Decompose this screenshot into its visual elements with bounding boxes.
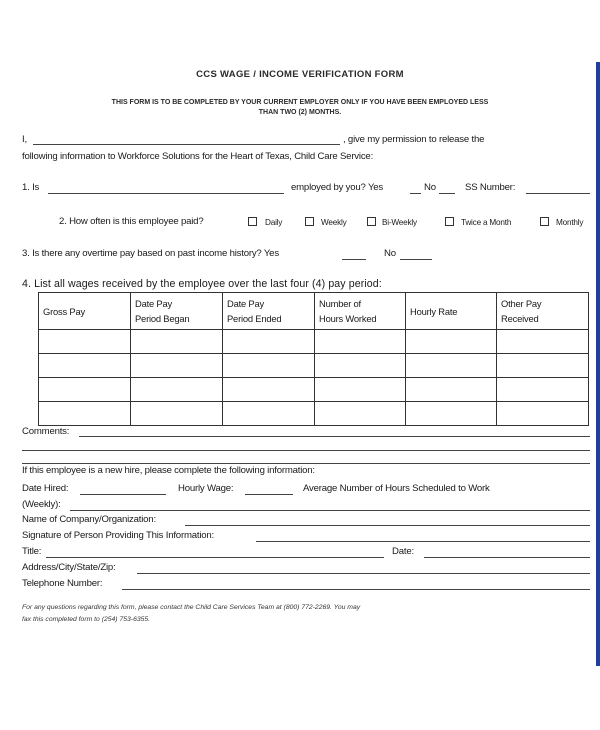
table-cell[interactable]: [39, 354, 131, 378]
permission-prefix: I,: [22, 134, 27, 145]
signature-label: Signature of Person Providing This Information:: [22, 530, 214, 541]
weekly-label: Weekly: [321, 218, 347, 227]
q1-no-label: No: [424, 182, 436, 193]
table-cell[interactable]: [223, 330, 315, 354]
employee-name-field[interactable]: [33, 144, 340, 145]
table-cell[interactable]: [315, 354, 406, 378]
instruction-line-1: THIS FORM IS TO BE COMPLETED BY YOUR CURRENT EMPLOYER ONLY IF YOU HAVE BEEN EMPLOYED LESS: [111, 99, 489, 106]
table-cell[interactable]: [223, 402, 315, 426]
table-row: [39, 378, 589, 402]
date-hired-field[interactable]: [80, 494, 166, 495]
table-cell[interactable]: [223, 378, 315, 402]
table-cell[interactable]: [497, 378, 589, 402]
hourly-wage-label: Hourly Wage:: [178, 483, 234, 494]
twice-a-month-label: Twice a Month: [461, 218, 512, 227]
page-edge-bar: [596, 62, 600, 666]
date-field[interactable]: [424, 557, 590, 558]
company-field[interactable]: [185, 525, 590, 526]
signature-field[interactable]: [256, 541, 590, 542]
phone-label: Telephone Number:: [22, 578, 103, 589]
weekly-label: (Weekly):: [22, 499, 61, 510]
avg-hours-label: Average Number of Hours Scheduled to Work: [303, 483, 490, 494]
date-label: Date:: [392, 546, 414, 557]
hourly-wage-field[interactable]: [245, 494, 293, 495]
table-cell[interactable]: [39, 402, 131, 426]
new-hire-intro: If this employee is a new hire, please complete the following information:: [22, 465, 315, 476]
table-cell[interactable]: [406, 354, 497, 378]
footer-line-1: For any questions regarding this form, please contact the Child Care Services Team at (800) 772-2269. You may: [22, 604, 361, 611]
monthly-label: Monthly: [556, 218, 584, 227]
comments-label: Comments:: [22, 426, 70, 437]
weekly-checkbox[interactable]: [305, 217, 314, 226]
bi-weekly-checkbox[interactable]: [367, 217, 376, 226]
comments-line-1[interactable]: [79, 436, 590, 437]
q3-no-label: No: [384, 248, 396, 259]
comments-line-2[interactable]: [22, 450, 590, 451]
table-cell[interactable]: [406, 330, 497, 354]
table-cell[interactable]: [315, 330, 406, 354]
table-row: [39, 354, 589, 378]
q3-label: 3. Is there any overtime pay based on past income history? Yes: [22, 248, 279, 259]
q1-label: 1. Is: [22, 182, 40, 193]
header-hourly-rate: Hourly Rate: [406, 293, 497, 330]
table-row: [39, 330, 589, 354]
permission-suffix: , give my permission to release the: [343, 134, 485, 145]
wages-header-row: [39, 293, 589, 330]
table-cell[interactable]: [131, 402, 223, 426]
q3-no-field[interactable]: [400, 259, 432, 260]
table-cell[interactable]: [406, 402, 497, 426]
table-cell[interactable]: [315, 402, 406, 426]
twice-a-month-checkbox[interactable]: [445, 217, 454, 226]
employee-name-q1-field[interactable]: [48, 193, 284, 194]
date-hired-label: Date Hired:: [22, 483, 69, 494]
instruction-line-2: THAN TWO (2) MONTHS.: [258, 109, 342, 116]
table-cell[interactable]: [406, 378, 497, 402]
comments-line-3[interactable]: [22, 463, 590, 464]
title-label: Title:: [22, 546, 42, 557]
q4-label: 4. List all wages received by the employee over the last four (4) pay period:: [22, 278, 382, 290]
monthly-checkbox[interactable]: [540, 217, 549, 226]
daily-checkbox[interactable]: [248, 217, 257, 226]
header-gross-pay: Gross Pay: [39, 293, 131, 330]
table-cell[interactable]: [497, 330, 589, 354]
table-cell[interactable]: [223, 354, 315, 378]
q3-yes-field[interactable]: [342, 259, 366, 260]
header-hours-worked: Number of Hours Worked: [315, 293, 406, 330]
q1-yes-field[interactable]: [410, 193, 421, 194]
footer-line-2: fax this completed form to (254) 753-6355.: [22, 616, 151, 623]
permission-line-2: following information to Workforce Solutions for the Heart of Texas, Child Care Service:: [22, 151, 374, 162]
weekly-hours-field[interactable]: [70, 510, 590, 511]
ss-number-label: SS Number:: [465, 182, 516, 193]
header-other-pay: Other Pay Received: [497, 293, 589, 330]
table-row: [39, 402, 589, 426]
title-field[interactable]: [46, 557, 384, 558]
table-cell[interactable]: [131, 378, 223, 402]
form-title: CCS WAGE / INCOME VERIFICATION FORM: [196, 69, 404, 80]
q1-no-field[interactable]: [439, 193, 455, 194]
phone-field[interactable]: [122, 589, 590, 590]
table-cell[interactable]: [39, 330, 131, 354]
bi-weekly-label: Bi-Weekly: [382, 218, 417, 227]
wages-table: [38, 292, 589, 426]
table-cell[interactable]: [131, 354, 223, 378]
company-label: Name of Company/Organization:: [22, 514, 156, 525]
table-cell[interactable]: [131, 330, 223, 354]
ss-number-field[interactable]: [526, 193, 590, 194]
q2-label: 2. How often is this employee paid?: [59, 216, 204, 227]
table-cell[interactable]: [315, 378, 406, 402]
table-cell[interactable]: [39, 378, 131, 402]
daily-label: Daily: [265, 218, 283, 227]
header-date-pay-period-ended: Date Pay Period Ended: [223, 293, 315, 330]
q1-employed-yes: employed by you? Yes: [291, 182, 384, 193]
address-label: Address/City/State/Zip:: [22, 562, 116, 573]
table-cell[interactable]: [497, 354, 589, 378]
table-cell[interactable]: [497, 402, 589, 426]
address-field[interactable]: [137, 573, 590, 574]
header-date-pay-period-began: Date Pay Period Began: [131, 293, 223, 330]
